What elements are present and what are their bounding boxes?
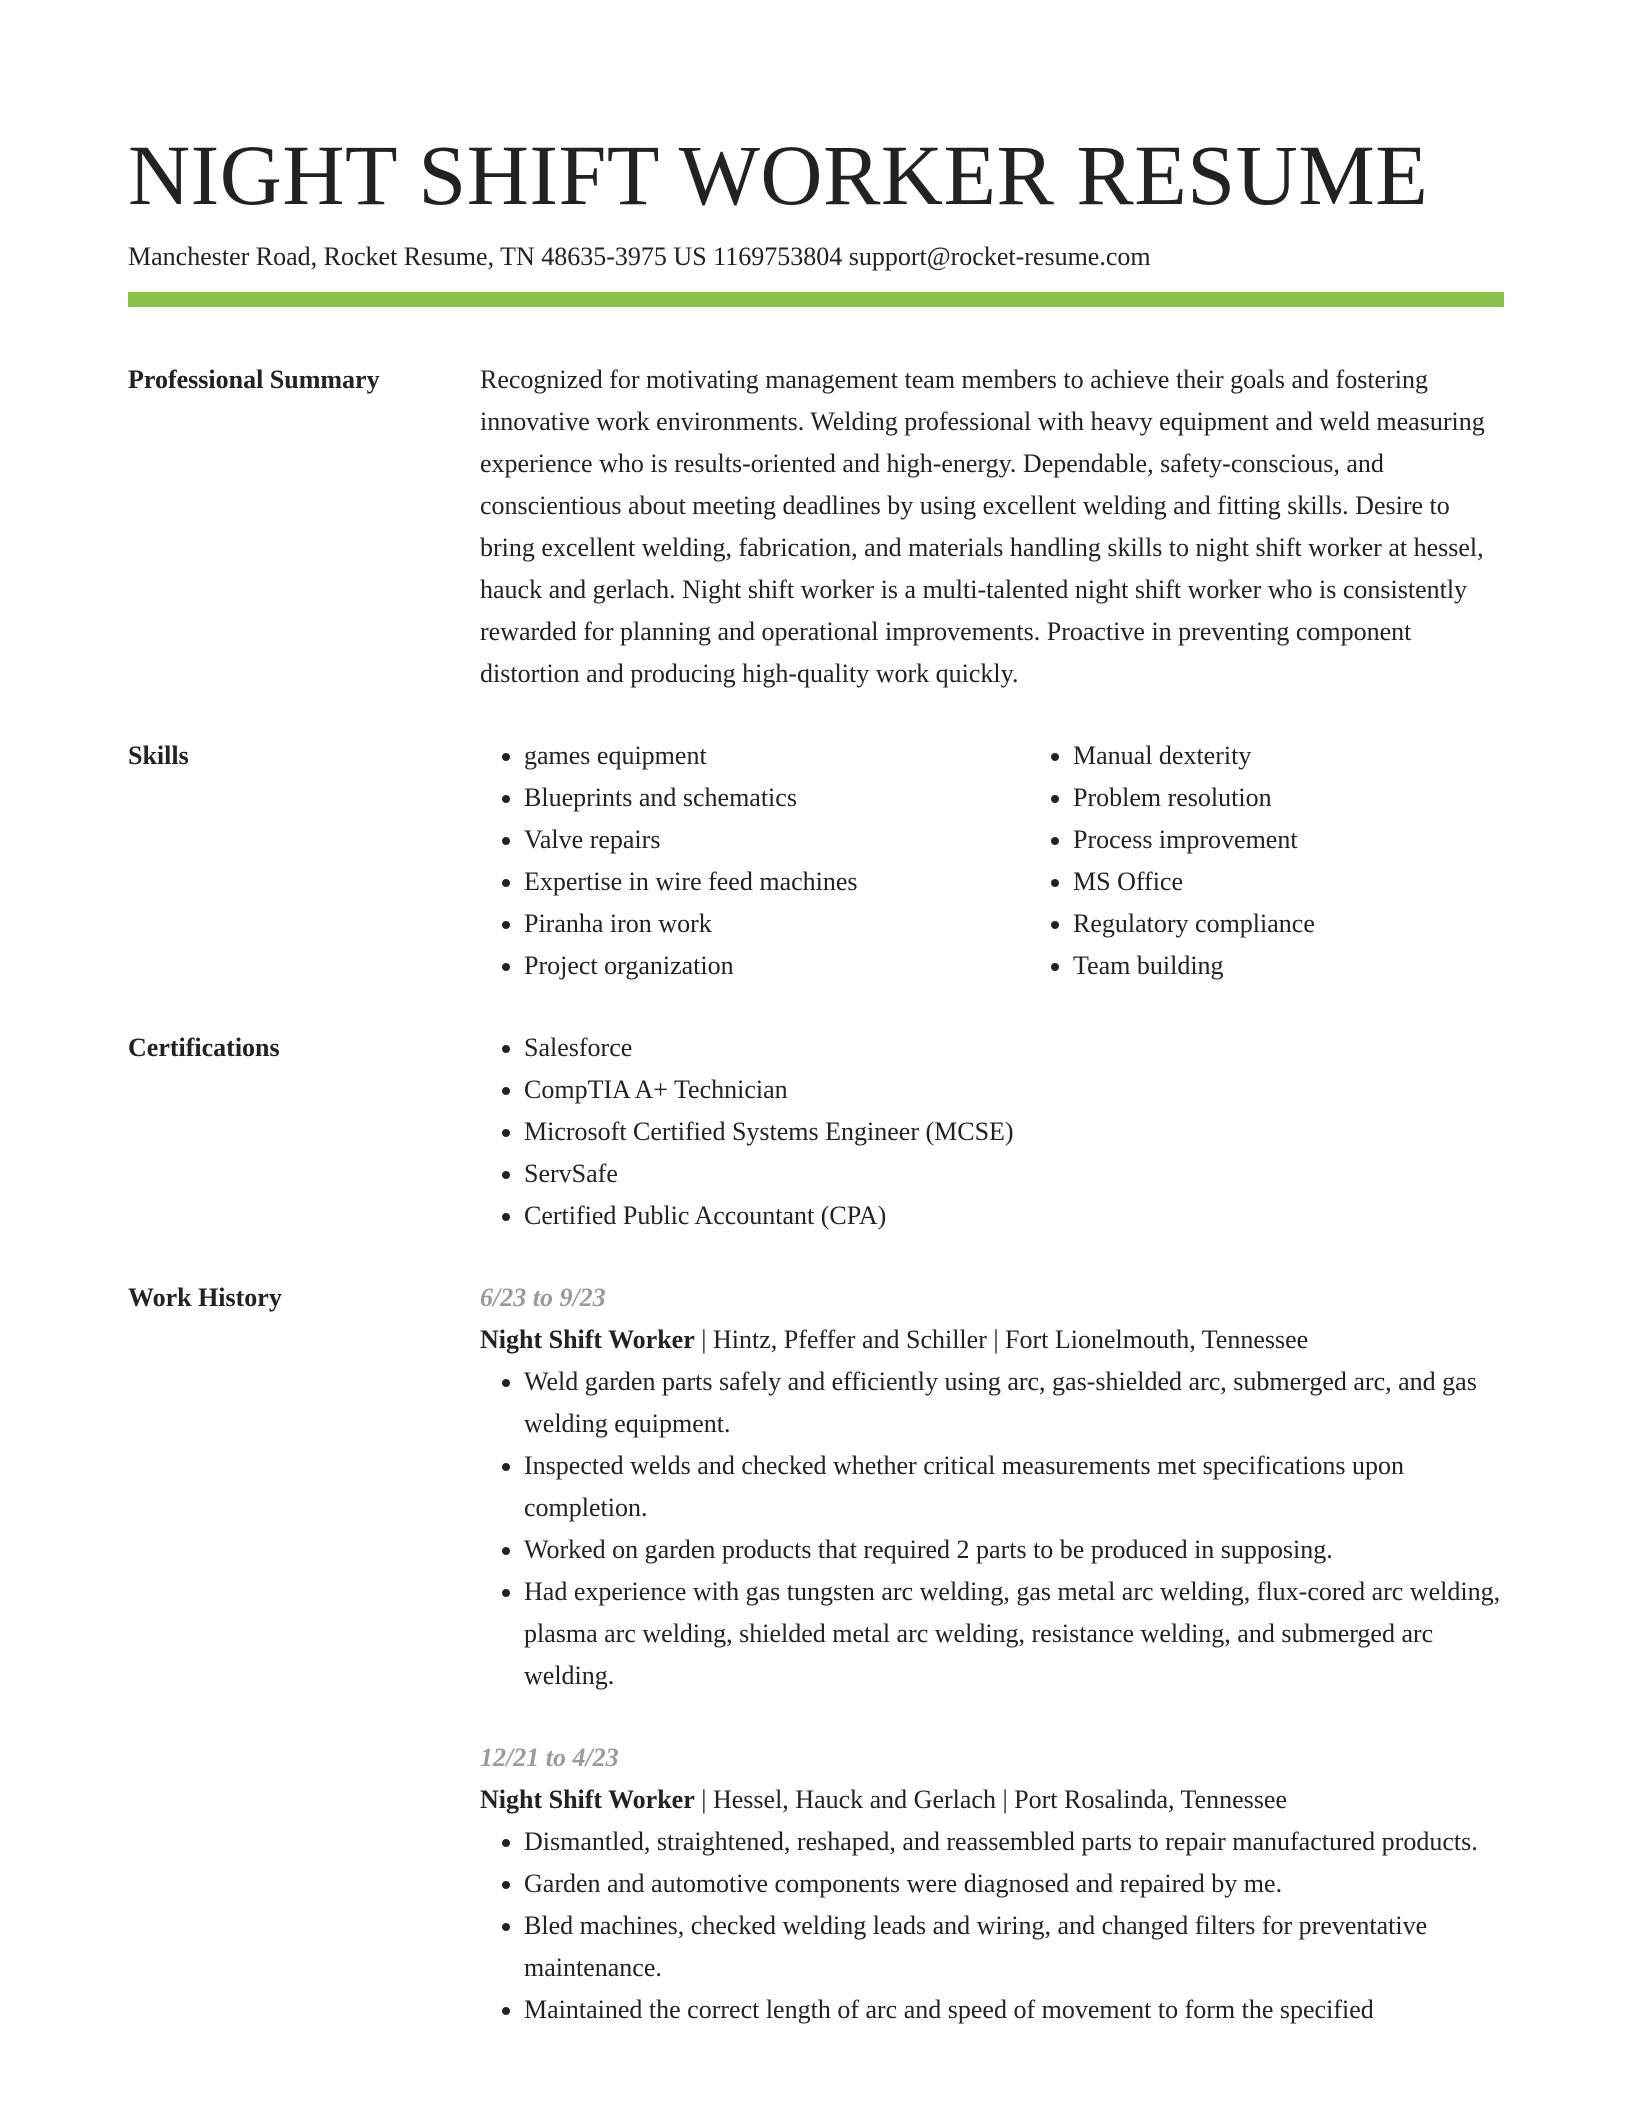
job-bullet: • Garden and automotive components were diagnosed and repaired by me. <box>524 1863 1504 1905</box>
job-bullet-list <box>480 1361 1504 1697</box>
job-bullet: • Bled machines, checked welding leads and wiring, and changed filters for preventative maintenance. <box>524 1905 1504 1989</box>
job-heading <box>480 1319 1504 1361</box>
contact-line <box>128 242 1504 272</box>
summary-text: Recognized for motivating management team members to achieve their goals and fostering innovative work environments. Welding professional with heavy equipment and weld measuring experience who is results-oriented and high-energy. Dependable, safety-conscious, and conscientious about meeting deadlines by using excellent welding and fitting skills. Desire to bring excellent welding, fabrication, and materials handling skills to night shift worker at hessel, hauck and gerlach. Night shift worker is a multi-talented night shift worker who is consistently rewarded for planning and operational improvements. Proactive in preventing component distortion and producing high-quality work quickly. <box>480 365 1485 689</box>
job-details: | Hessel, Hauck and Gerlach | Port Rosalinda, Tennessee <box>694 1785 1287 1815</box>
skills-section <box>128 735 1504 987</box>
section-heading: Work History <box>128 1283 282 1313</box>
job-title: Night Shift Worker <box>480 1785 695 1815</box>
certifications-list <box>480 1027 1504 1237</box>
skill-item: • MS Office <box>1073 861 1578 903</box>
job-bullet: • Maintained the correct length of arc and speed of movement to form the specified <box>524 1989 1504 2031</box>
certification-item: • Certified Public Accountant (CPA) <box>524 1195 1504 1237</box>
contact-email: support@rocket-resume.com <box>848 242 1151 272</box>
skill-item: • Blueprints and schematics <box>524 777 1029 819</box>
job-heading <box>480 1779 1504 1821</box>
job-bullet: • Worked on garden products that required 2 parts to be produced in supposing. <box>524 1529 1504 1571</box>
job-dates: 6/23 to 9/23 <box>480 1283 606 1313</box>
skill-item: • games equipment <box>524 735 1029 777</box>
skill-item: • Project organization <box>524 945 1029 987</box>
job-bullet: • Dismantled, straightened, reshaped, and reassembled parts to repair manufactured products. <box>524 1821 1504 1863</box>
skill-item: • Process improvement <box>1073 819 1578 861</box>
certification-item: • Salesforce <box>524 1027 1504 1069</box>
skill-item: • Team building <box>1073 945 1578 987</box>
certification-item: • Microsoft Certified Systems Engineer (MCSE) <box>524 1111 1504 1153</box>
header-divider <box>128 292 1504 307</box>
skill-item: • Expertise in wire feed machines <box>524 861 1029 903</box>
skill-item: • Problem resolution <box>1073 777 1578 819</box>
certification-item: • CompTIA A+ Technician <box>524 1069 1504 1111</box>
job-bullet: • Inspected welds and checked whether critical measurements met specifications upon completion. <box>524 1445 1504 1529</box>
certifications-section <box>128 1027 1504 1237</box>
contact-phone: 1169753804 <box>713 242 843 272</box>
job-bullet: • Had experience with gas tungsten arc welding, gas metal arc welding, flux-cored arc welding, plasma arc welding, shielded metal arc welding, resistance welding, and submerged arc welding. <box>524 1571 1504 1697</box>
job-entry <box>480 1737 1504 2031</box>
skill-item: • Manual dexterity <box>1073 735 1578 777</box>
job-dates: 12/21 to 4/23 <box>480 1743 619 1773</box>
job-bullet: • Weld garden parts safely and efficiently using arc, gas-shielded arc, submerged arc, and gas welding equipment. <box>524 1361 1504 1445</box>
job-entry <box>480 1277 1504 1697</box>
skills-list-right <box>1029 735 1578 987</box>
section-heading: Skills <box>128 741 189 771</box>
skill-item: • Regulatory compliance <box>1073 903 1578 945</box>
work-history-section <box>128 1277 1504 2031</box>
skill-item: • Valve repairs <box>524 819 1029 861</box>
section-heading: Certifications <box>128 1033 280 1063</box>
section-heading: Professional Summary <box>128 365 380 395</box>
skill-item: • Piranha iron work <box>524 903 1029 945</box>
job-title: Night Shift Worker <box>480 1325 695 1355</box>
resume-title: NIGHT SHIFT WORKER RESUME <box>128 127 1429 223</box>
skills-list-left <box>480 735 1029 987</box>
contact-address: Manchester Road, Rocket Resume, TN 48635-3975 US <box>128 242 707 272</box>
summary-section <box>128 359 1504 695</box>
job-details: | Hintz, Pfeffer and Schiller | Fort Lionelmouth, Tennessee <box>694 1325 1309 1355</box>
job-bullet-list <box>480 1821 1504 2031</box>
certification-item: • ServSafe <box>524 1153 1504 1195</box>
resume-header <box>128 127 1504 307</box>
